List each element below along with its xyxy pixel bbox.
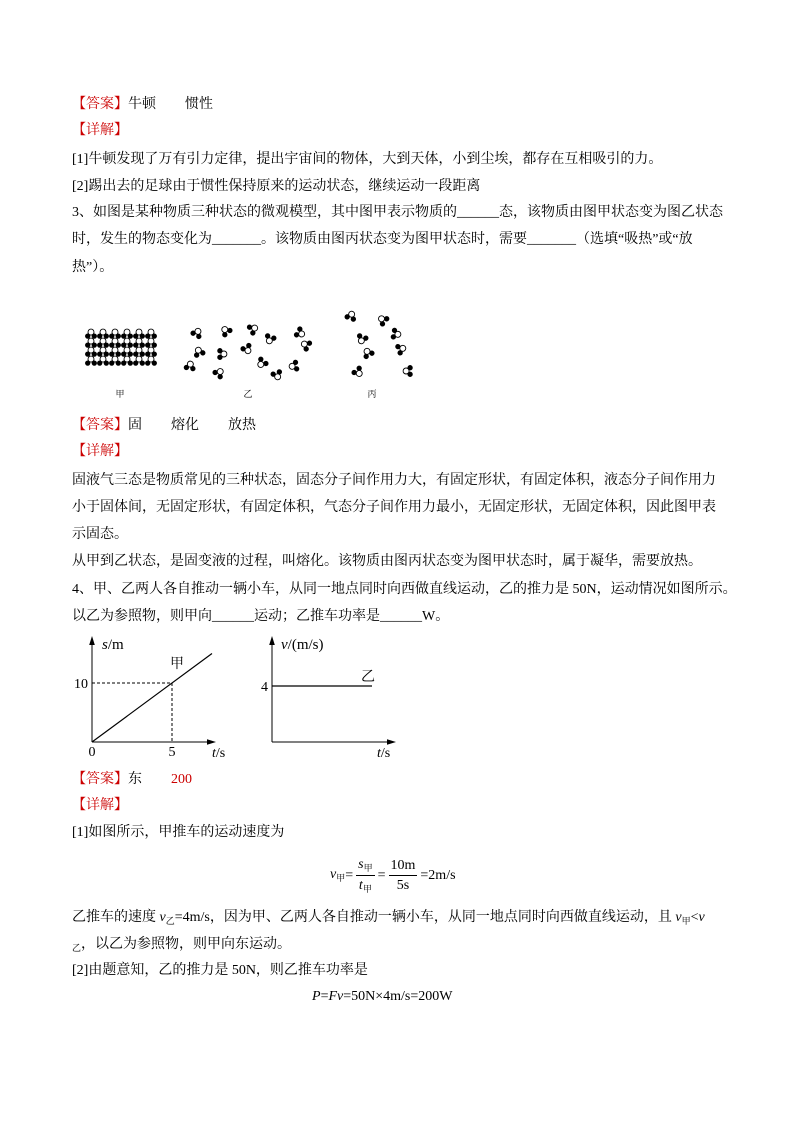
- detail-line: [1]如图所示，甲推车的运动速度为: [72, 825, 285, 840]
- molecule: [86, 338, 97, 347]
- molecule: [134, 329, 145, 338]
- light-atom: [88, 347, 94, 353]
- equals-sign: =: [320, 989, 329, 1004]
- molecule: [190, 326, 204, 339]
- y-axis-var: s: [102, 637, 108, 653]
- subscript: 甲: [363, 862, 373, 873]
- x-axis-var: t: [212, 746, 216, 761]
- molecule: [376, 313, 390, 327]
- molecule: [122, 356, 133, 365]
- answer-item: 东: [128, 772, 142, 787]
- y-tick-label: 4: [261, 680, 268, 695]
- y-axis-label: [281, 637, 324, 653]
- molecule: [192, 346, 205, 358]
- molecule: [110, 347, 121, 356]
- detail-line: 固液气三态是物质常见的三种状态，固态分子间作用力大，有固定形状，有固定体积，液态分子间作用力: [72, 473, 716, 488]
- series-label-yi: 乙: [361, 670, 375, 685]
- molecule: [240, 343, 254, 356]
- question-line: 3、如图是某种物质三种状态的微观模型，其中图甲表示物质的______态，该物质由图甲状态变为图乙状态: [72, 205, 723, 220]
- molecule: [355, 333, 368, 345]
- light-atom: [88, 338, 94, 344]
- subscript: 乙: [72, 943, 82, 953]
- y-tick-label: 10: [74, 677, 88, 692]
- velocity-formula: [330, 853, 456, 897]
- light-atom: [100, 347, 106, 353]
- time-symbol: t: [358, 877, 363, 893]
- light-atom: [216, 367, 224, 375]
- formula-lhs: [330, 866, 345, 884]
- fraction-distance-over-time: [356, 856, 374, 895]
- light-atom: [124, 329, 130, 335]
- molecule: [146, 356, 157, 365]
- series-line-jia: [92, 654, 212, 743]
- molecule: [299, 338, 312, 352]
- y-axis-unit: /m: [107, 637, 124, 653]
- molecule: [86, 347, 97, 356]
- text-segment: ，以乙为参照物，则甲向东运动。: [81, 937, 292, 952]
- figure-label-yi: 乙: [243, 389, 253, 399]
- distance-symbol: s: [358, 856, 364, 872]
- molecule: [395, 342, 407, 355]
- light-atom: [124, 347, 130, 353]
- light-atom: [187, 361, 194, 368]
- molecule: [122, 338, 133, 347]
- solid-state-model: [86, 329, 157, 365]
- y-axis-arrow: [269, 636, 275, 645]
- molecule: [184, 360, 196, 371]
- x-axis-var: t: [377, 746, 381, 761]
- light-atom: [257, 360, 265, 368]
- molecule: [294, 326, 307, 340]
- light-atom: [136, 356, 142, 362]
- molecule: [98, 356, 109, 365]
- detail-line: [2]由题意知，乙的推力是 50N，则乙推车功率是: [72, 963, 368, 978]
- molecule: [255, 356, 269, 370]
- x-axis-unit: /s: [380, 746, 391, 761]
- formula-result: =2m/s: [420, 867, 456, 883]
- equals-sign: =: [377, 867, 386, 883]
- motion-graphs: [50, 628, 410, 768]
- detail-label: 【详解】: [72, 444, 128, 459]
- detail-line: [72, 935, 291, 955]
- detail-line: 示固态。: [72, 527, 128, 542]
- y-axis-var: v: [281, 637, 288, 653]
- s-t-graph: [74, 636, 225, 761]
- light-atom: [100, 338, 106, 344]
- detail-line: 小于固体间，无固定形状，有固定体积，气态分子间作用力最小，无固定形状，无固定体积，因此图甲表: [72, 500, 716, 515]
- molecule: [288, 360, 299, 372]
- x-axis-label: [212, 746, 225, 761]
- v-t-graph: [261, 636, 396, 761]
- text-segment: =4m/s，因为甲、乙两人各自推动一辆小车，从同一地点同时向西做直线运动，且: [174, 910, 676, 925]
- y-axis-unit: /(m/s): [287, 637, 324, 653]
- answer-label: 【答案】: [72, 772, 128, 787]
- force-symbol: F: [328, 989, 338, 1004]
- detail-label: 【详解】: [72, 798, 128, 813]
- molecule: [122, 329, 133, 338]
- gas-state-model: [344, 310, 412, 380]
- molecule: [146, 338, 157, 347]
- light-atom: [221, 325, 229, 333]
- light-atom: [112, 329, 118, 335]
- molecule: [403, 366, 412, 377]
- molecule: [351, 365, 365, 379]
- answer-item: 固: [128, 418, 142, 433]
- subscript: 甲: [681, 916, 691, 926]
- question-line: 时，发生的物态变化为_______。该物质由图丙状态变为图甲状态时，需要_______（选填“吸热”或“放: [72, 232, 693, 247]
- molecule: [134, 338, 145, 347]
- question-line: 4、甲、乙两人各自推动一辆小车，从同一地点同时向西做直线运动，乙的推力是 50N，运动情况如图所示。: [72, 582, 737, 597]
- light-atom: [377, 315, 385, 323]
- molecule: [391, 328, 402, 340]
- light-atom: [136, 347, 142, 353]
- molecule: [247, 322, 260, 336]
- subscript: 甲: [362, 883, 372, 894]
- detail-line: 从甲到乙状态，是固变液的过程，叫熔化。该物质由图丙状态变为图甲状态时，属于凝华，需要放热。: [72, 554, 702, 569]
- light-atom: [136, 329, 142, 335]
- light-atom: [88, 329, 94, 335]
- light-atom: [88, 356, 94, 362]
- equals-sign: =: [345, 867, 354, 883]
- molecule: [98, 329, 109, 338]
- series-label-jia: 甲: [170, 657, 184, 672]
- light-atom: [394, 331, 401, 338]
- light-atom: [112, 338, 118, 344]
- y-axis-label: [102, 637, 124, 653]
- light-atom: [136, 338, 142, 344]
- molecule: [344, 310, 357, 322]
- light-atom: [112, 347, 118, 353]
- light-atom: [112, 356, 118, 362]
- molecule: [110, 356, 121, 365]
- answer-line-q4: [72, 770, 192, 790]
- formula-result: =50N×4m/s=200W: [343, 989, 453, 1004]
- answer-label: 【答案】: [72, 418, 128, 433]
- light-atom: [124, 356, 130, 362]
- light-atom: [148, 347, 154, 353]
- detail-label: 【详解】: [72, 123, 128, 138]
- velocity-symbol: v: [698, 910, 705, 925]
- molecule: [263, 333, 276, 345]
- molecule: [122, 347, 133, 356]
- molecule: [270, 369, 283, 381]
- numerator: 10m: [389, 857, 418, 876]
- light-atom: [124, 338, 130, 344]
- molecule: [86, 329, 97, 338]
- velocity-symbol: v: [330, 867, 337, 882]
- velocity-symbol: v: [675, 910, 682, 925]
- light-atom: [289, 363, 296, 370]
- answer-item: 惯性: [185, 97, 213, 112]
- velocity-symbol: v: [159, 910, 166, 925]
- x-tick-label: 0: [88, 745, 96, 760]
- molecule: [134, 347, 145, 356]
- figure-label-jia: 甲: [115, 389, 125, 399]
- molecule: [134, 356, 145, 365]
- light-atom: [221, 351, 227, 357]
- molecule: [146, 329, 157, 338]
- subscript: 乙: [165, 916, 175, 926]
- molecule: [219, 324, 233, 338]
- answer-item: 200: [171, 772, 192, 787]
- numerator: [356, 856, 374, 876]
- velocity-symbol: v: [337, 989, 344, 1004]
- molecular-model-figure: [80, 302, 425, 404]
- subscript: 甲: [336, 873, 346, 883]
- detail-line: [72, 908, 705, 928]
- x-axis-unit: /s: [215, 746, 226, 761]
- light-atom: [148, 329, 154, 335]
- liquid-state-model: [184, 322, 313, 382]
- molecule: [110, 338, 121, 347]
- text-segment: 乙推车的速度: [72, 910, 160, 925]
- molecule: [110, 329, 121, 338]
- question-line: 热”）。: [72, 260, 114, 275]
- answer-line-q3: [72, 416, 256, 436]
- y-axis-arrow: [89, 636, 95, 645]
- detail-line: [1]牛顿发现了万有引力定律，提出宇宙间的物体，大到天体，小到尘埃，都存在互相吸引的力。: [72, 152, 663, 167]
- answer-item: 牛顿: [128, 97, 156, 112]
- molecule: [98, 347, 109, 356]
- light-atom: [100, 356, 106, 362]
- light-atom: [355, 369, 363, 377]
- molecule: [146, 347, 157, 356]
- molecule: [361, 346, 375, 359]
- answer-line-q2: [72, 95, 213, 115]
- denominator: 5s: [396, 877, 410, 893]
- less-than-sign: <: [690, 910, 699, 925]
- question-line: 以乙为参照物，则甲向______运动；乙推车功率是______W。: [72, 609, 450, 624]
- answer-item: 熔化: [171, 418, 199, 433]
- light-atom: [148, 338, 154, 344]
- light-atom: [100, 329, 106, 335]
- light-atom: [148, 356, 154, 362]
- figure-label-bing: 丙: [367, 389, 377, 399]
- answer-item: 放热: [228, 418, 256, 433]
- x-axis-arrow: [207, 739, 216, 745]
- x-axis-label: [377, 746, 390, 761]
- molecule: [98, 338, 109, 347]
- power-symbol: P: [312, 989, 321, 1004]
- molecule: [212, 366, 226, 380]
- light-atom: [403, 368, 409, 374]
- x-tick-label: 5: [168, 745, 176, 760]
- fraction-values: [389, 857, 418, 894]
- molecule: [86, 356, 97, 365]
- x-axis-arrow: [387, 739, 396, 745]
- molecule: [218, 349, 227, 360]
- detail-line: [2]踢出去的足球由于惯性保持原来的运动状态，继续运动一段距离: [72, 179, 481, 194]
- power-formula: [312, 987, 453, 1007]
- denominator: [357, 876, 374, 895]
- answer-label: 【答案】: [72, 97, 128, 112]
